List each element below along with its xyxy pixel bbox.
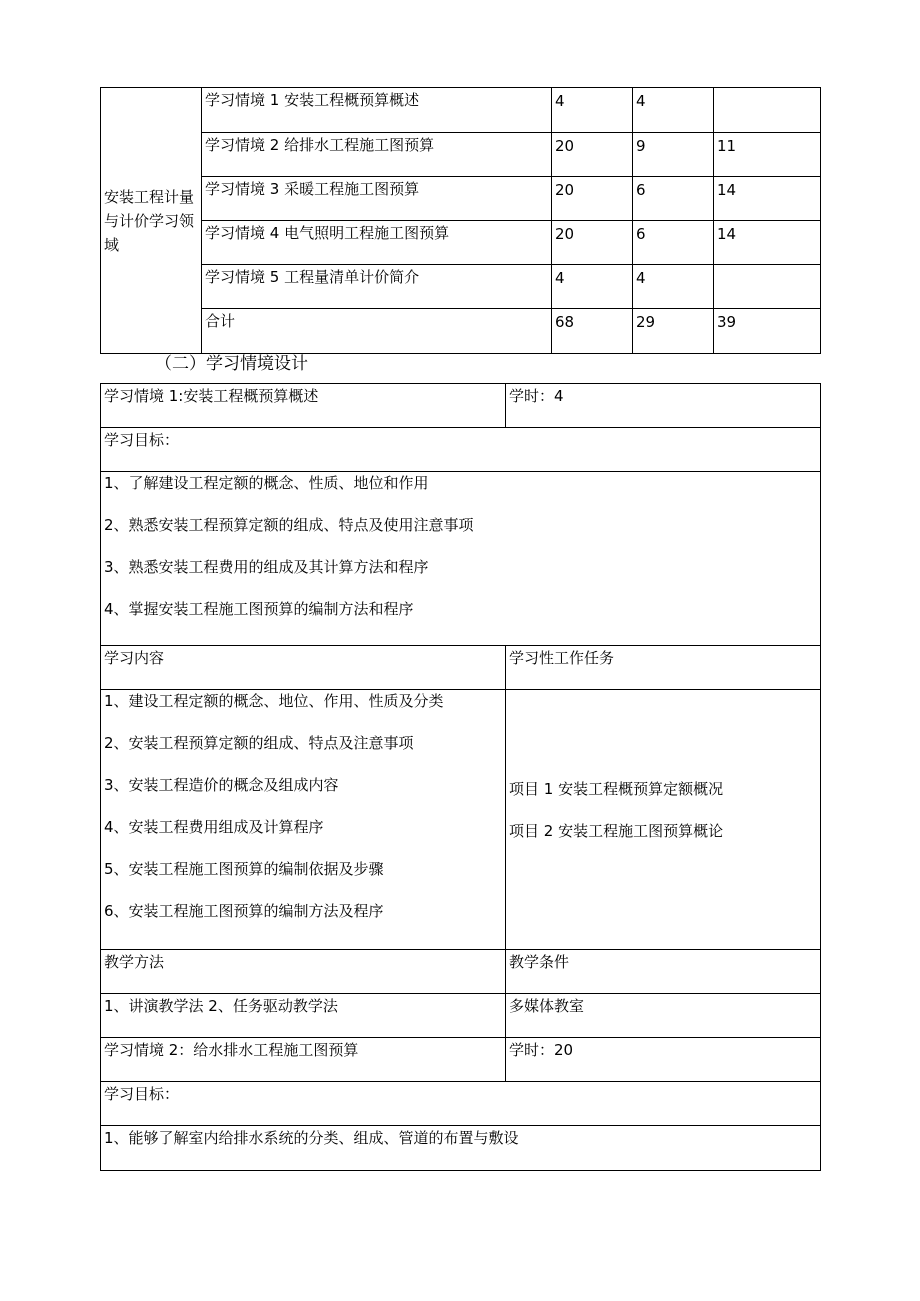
content-label: 学习内容 [101, 646, 506, 690]
practice-hours-cell [714, 265, 821, 309]
content-item: 3、安装工程造价的概念及组成内容 [104, 776, 339, 794]
section-heading: （二）学习情境设计 [155, 354, 308, 374]
situation-hours: 学时：4 [506, 384, 821, 428]
hours-table [100, 87, 821, 354]
content-row [101, 690, 821, 950]
situation-header-row [101, 1038, 821, 1082]
situation-name-cell: 学习情境 4 电气照明工程施工图预算 [202, 221, 552, 265]
hours-row [101, 88, 821, 133]
method-header-row [101, 950, 821, 994]
task-item: 项目 2 安装工程施工图预算概论 [509, 821, 724, 840]
method-label: 教学方法 [101, 950, 506, 994]
content-item: 1、建设工程定额的概念、地位、作用、性质及分类 [104, 692, 444, 710]
situation-name-cell: 学习情境 1 安装工程概预算概述 [202, 88, 552, 133]
content-item: 6、安装工程施工图预算的编制方法及程序 [104, 902, 384, 920]
situation-name-cell: 学习情境 2 给排水工程施工图预算 [202, 133, 552, 177]
goals-label: 学习目标： [101, 428, 821, 472]
situation-title: 学习情境 2：给水排水工程施工图预算 [101, 1038, 506, 1082]
theory-hours-cell: 6 [633, 221, 714, 265]
goal-item: 4、掌握安装工程施工图预算的编制方法和程序 [104, 600, 414, 618]
total-hours-cell: 20 [552, 177, 633, 221]
practice-hours-cell [714, 88, 821, 133]
practice-hours-cell: 11 [714, 133, 821, 177]
hours-total-row [101, 309, 821, 354]
practice-hours-cell: 14 [714, 177, 821, 221]
goals-label-row [101, 1082, 821, 1126]
situation-name-cell: 学习情境 5 工程量清单计价简介 [202, 265, 552, 309]
content-item: 2、安装工程预算定额的组成、特点及注意事项 [104, 734, 414, 752]
situation-header-row [101, 384, 821, 428]
hours-row [101, 221, 821, 265]
theory-hours-cell: 4 [633, 88, 714, 133]
content-cell [101, 690, 506, 950]
condition-label: 教学条件 [506, 950, 821, 994]
hours-row [101, 177, 821, 221]
content-header-row [101, 646, 821, 690]
theory-hours-cell: 9 [633, 133, 714, 177]
learning-area-cell: 安装工程计量与计价学习领域 [101, 88, 202, 354]
total-hours-cell: 68 [552, 309, 633, 354]
goals-label-row [101, 428, 821, 472]
situation-title: 学习情境 1:安装工程概预算概述 [101, 384, 506, 428]
goals-row [101, 472, 821, 646]
goals-row [101, 1126, 821, 1171]
situation-design-table [100, 383, 821, 1171]
tasks-label: 学习性工作任务 [506, 646, 821, 690]
content-item: 5、安装工程施工图预算的编制依据及步骤 [104, 860, 384, 878]
situation-name-cell: 学习情境 3 采暖工程施工图预算 [202, 177, 552, 221]
total-hours-cell: 20 [552, 221, 633, 265]
goal-item: 1、能够了解室内给排水系统的分类、组成、管道的布置与敷设 [101, 1126, 821, 1171]
condition-text: 多媒体教室 [506, 994, 821, 1038]
theory-hours-cell: 4 [633, 265, 714, 309]
hours-row [101, 133, 821, 177]
task-item: 项目 1 安装工程概预算定额概况 [509, 779, 724, 798]
goals-cell [101, 472, 821, 646]
hours-row [101, 265, 821, 309]
tasks-cell [506, 690, 821, 950]
method-text: 1、讲演教学法 2、任务驱动教学法 [101, 994, 506, 1038]
practice-hours-cell: 14 [714, 221, 821, 265]
goal-item: 1、了解建设工程定额的概念、性质、地位和作用 [104, 474, 429, 492]
total-hours-cell: 4 [552, 88, 633, 133]
content-item: 4、安装工程费用组成及计算程序 [104, 818, 324, 836]
theory-hours-cell: 6 [633, 177, 714, 221]
practice-hours-cell: 39 [714, 309, 821, 354]
total-hours-cell: 4 [552, 265, 633, 309]
goal-item: 2、熟悉安装工程预算定额的组成、特点及使用注意事项 [104, 516, 474, 534]
situation-name-cell: 合计 [202, 309, 552, 354]
goals-label: 学习目标： [101, 1082, 821, 1126]
total-hours-cell: 20 [552, 133, 633, 177]
goal-item: 3、熟悉安装工程费用的组成及其计算方法和程序 [104, 558, 429, 576]
theory-hours-cell: 29 [633, 309, 714, 354]
situation-hours: 学时：20 [506, 1038, 821, 1082]
method-row [101, 994, 821, 1038]
